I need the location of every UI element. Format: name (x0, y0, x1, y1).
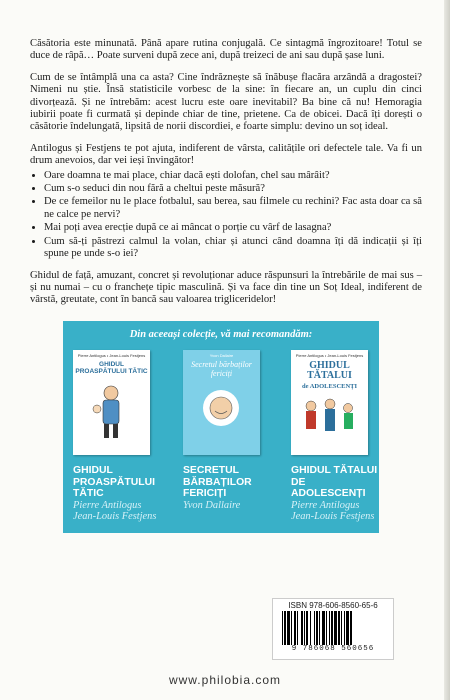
family-illustration-icon (291, 392, 368, 442)
caption-author: Pierre Antilogus Jean-Louis Festjens (291, 499, 375, 522)
paragraph-3: Antilogus și Festjens te pot ajuta, indiferent de vârsta, calitățile ori defectele tale. Va fi un drum anevoios, dar vei ieși învingător! (30, 142, 422, 167)
publisher-website: www.philobia.com (168, 673, 282, 687)
book-caption-1 (73, 465, 163, 522)
caption-title: GHIDUL PROASPĂTULUI TĂTIC (73, 465, 155, 499)
book-cover-3 (291, 350, 368, 455)
list-item: • Cum să-ți păstrezi calmul la volan, chiar și atunci când doamna îți dă indicații și îți spune pe unde s-o iei? (44, 236, 422, 261)
barcode-digits: 9 786068 560656 (291, 645, 375, 653)
barcode-icon (280, 611, 386, 645)
caption-author: Yvon Dallaire (183, 499, 241, 511)
book-caption-3 (291, 465, 381, 522)
blurb-text (30, 38, 422, 316)
paragraph-1: Căsătoria este minunată. Până apare rutina conjugală. Ce sintagmă îngrozitoare! Totul se duce de râpă… Poate surveni după zece ani, după treizeci de ani sau după șase luni. (30, 38, 422, 62)
caption-title: SECRETUL BĂRBAȚILOR FERICIȚI (183, 465, 252, 499)
page-edge (444, 0, 450, 700)
book-caption-2 (183, 465, 273, 511)
recommendation-title: Din aceeași colecție, vă mai recomandăm: (129, 329, 313, 340)
cover-author: Yvon Dallaire (209, 353, 234, 358)
question-list (30, 170, 422, 261)
book-cover-1 (73, 350, 150, 455)
list-item: • De ce femeilor nu le place fotbalul, sau berea, sau filmele cu rechini? Fac asta doar ca să ne calce pe nervi? (44, 196, 422, 221)
list-item: • Oare doamna te mai place, chiar dacă ești dolofan, chel sau mârâit? (44, 170, 422, 182)
cover-subtitle: de ADOLESCENȚI (301, 383, 358, 390)
recommendation-panel (63, 321, 379, 533)
happy-man-illustration-icon (183, 378, 260, 438)
paragraph-4: Ghidul de față, amuzant, concret și revoluționar aduce răspunsuri la întrebările de mai sus – și nu numai – cu o franchețe tipic masculină. Și va face din tine un Soț Ideal, indiferent de vârstă, greutate, cont în bancă sau valoarea trigliceridelor! (30, 269, 422, 306)
cover-author: Pierre Antilogus • Jean-Louis Festjens (77, 353, 146, 358)
isbn-label: ISBN 978-606-8560-65-6 (288, 601, 378, 610)
isbn-barcode-block (272, 598, 394, 660)
caption-title: GHIDUL TĂTALUI DE ADOLESCENȚI (291, 465, 378, 499)
cover-author: Pierre Antilogus • Jean-Louis Festjens (295, 353, 364, 358)
caption-author: Pierre Antilogus Jean-Louis Festjens (73, 499, 157, 522)
list-item: • Mai poți avea erecție după ce ai mâncat o porție cu vârf de lasagna? (44, 222, 422, 234)
cover-title: Secretul bărbaților fericiți (191, 360, 252, 378)
list-item: • Cum s-o seduci din nou fără a cheltui peste măsură? (44, 183, 422, 195)
cover-title: GHIDUL PROASPĂTULUI TĂTIC (75, 361, 148, 375)
father-baby-illustration-icon (73, 375, 150, 445)
cover-title: GHIDUL TĂTALUI (307, 360, 352, 381)
paragraph-2: Cum de se întâmplă una ca asta? Cine îndrăznește să înăbușe flacăra arzândă a dragostei? Nimeni nu știe. Însă statisticile vorbesc de la sine: în fiecare an, un cuplu din cinci divorțează. Și ne întrebăm: acest lucru este oare inevitabil? Ba bine că nu! Hemoragia iubirii poate fi curmată și depinde chiar de tine, prietene. Ca de obicei. Dacă îți dorești o căsătorie îndelungată, lipsită de norii discordiei, e foarte simplu: devino un soț ideal. (30, 71, 422, 133)
book-cover-2 (183, 350, 260, 455)
